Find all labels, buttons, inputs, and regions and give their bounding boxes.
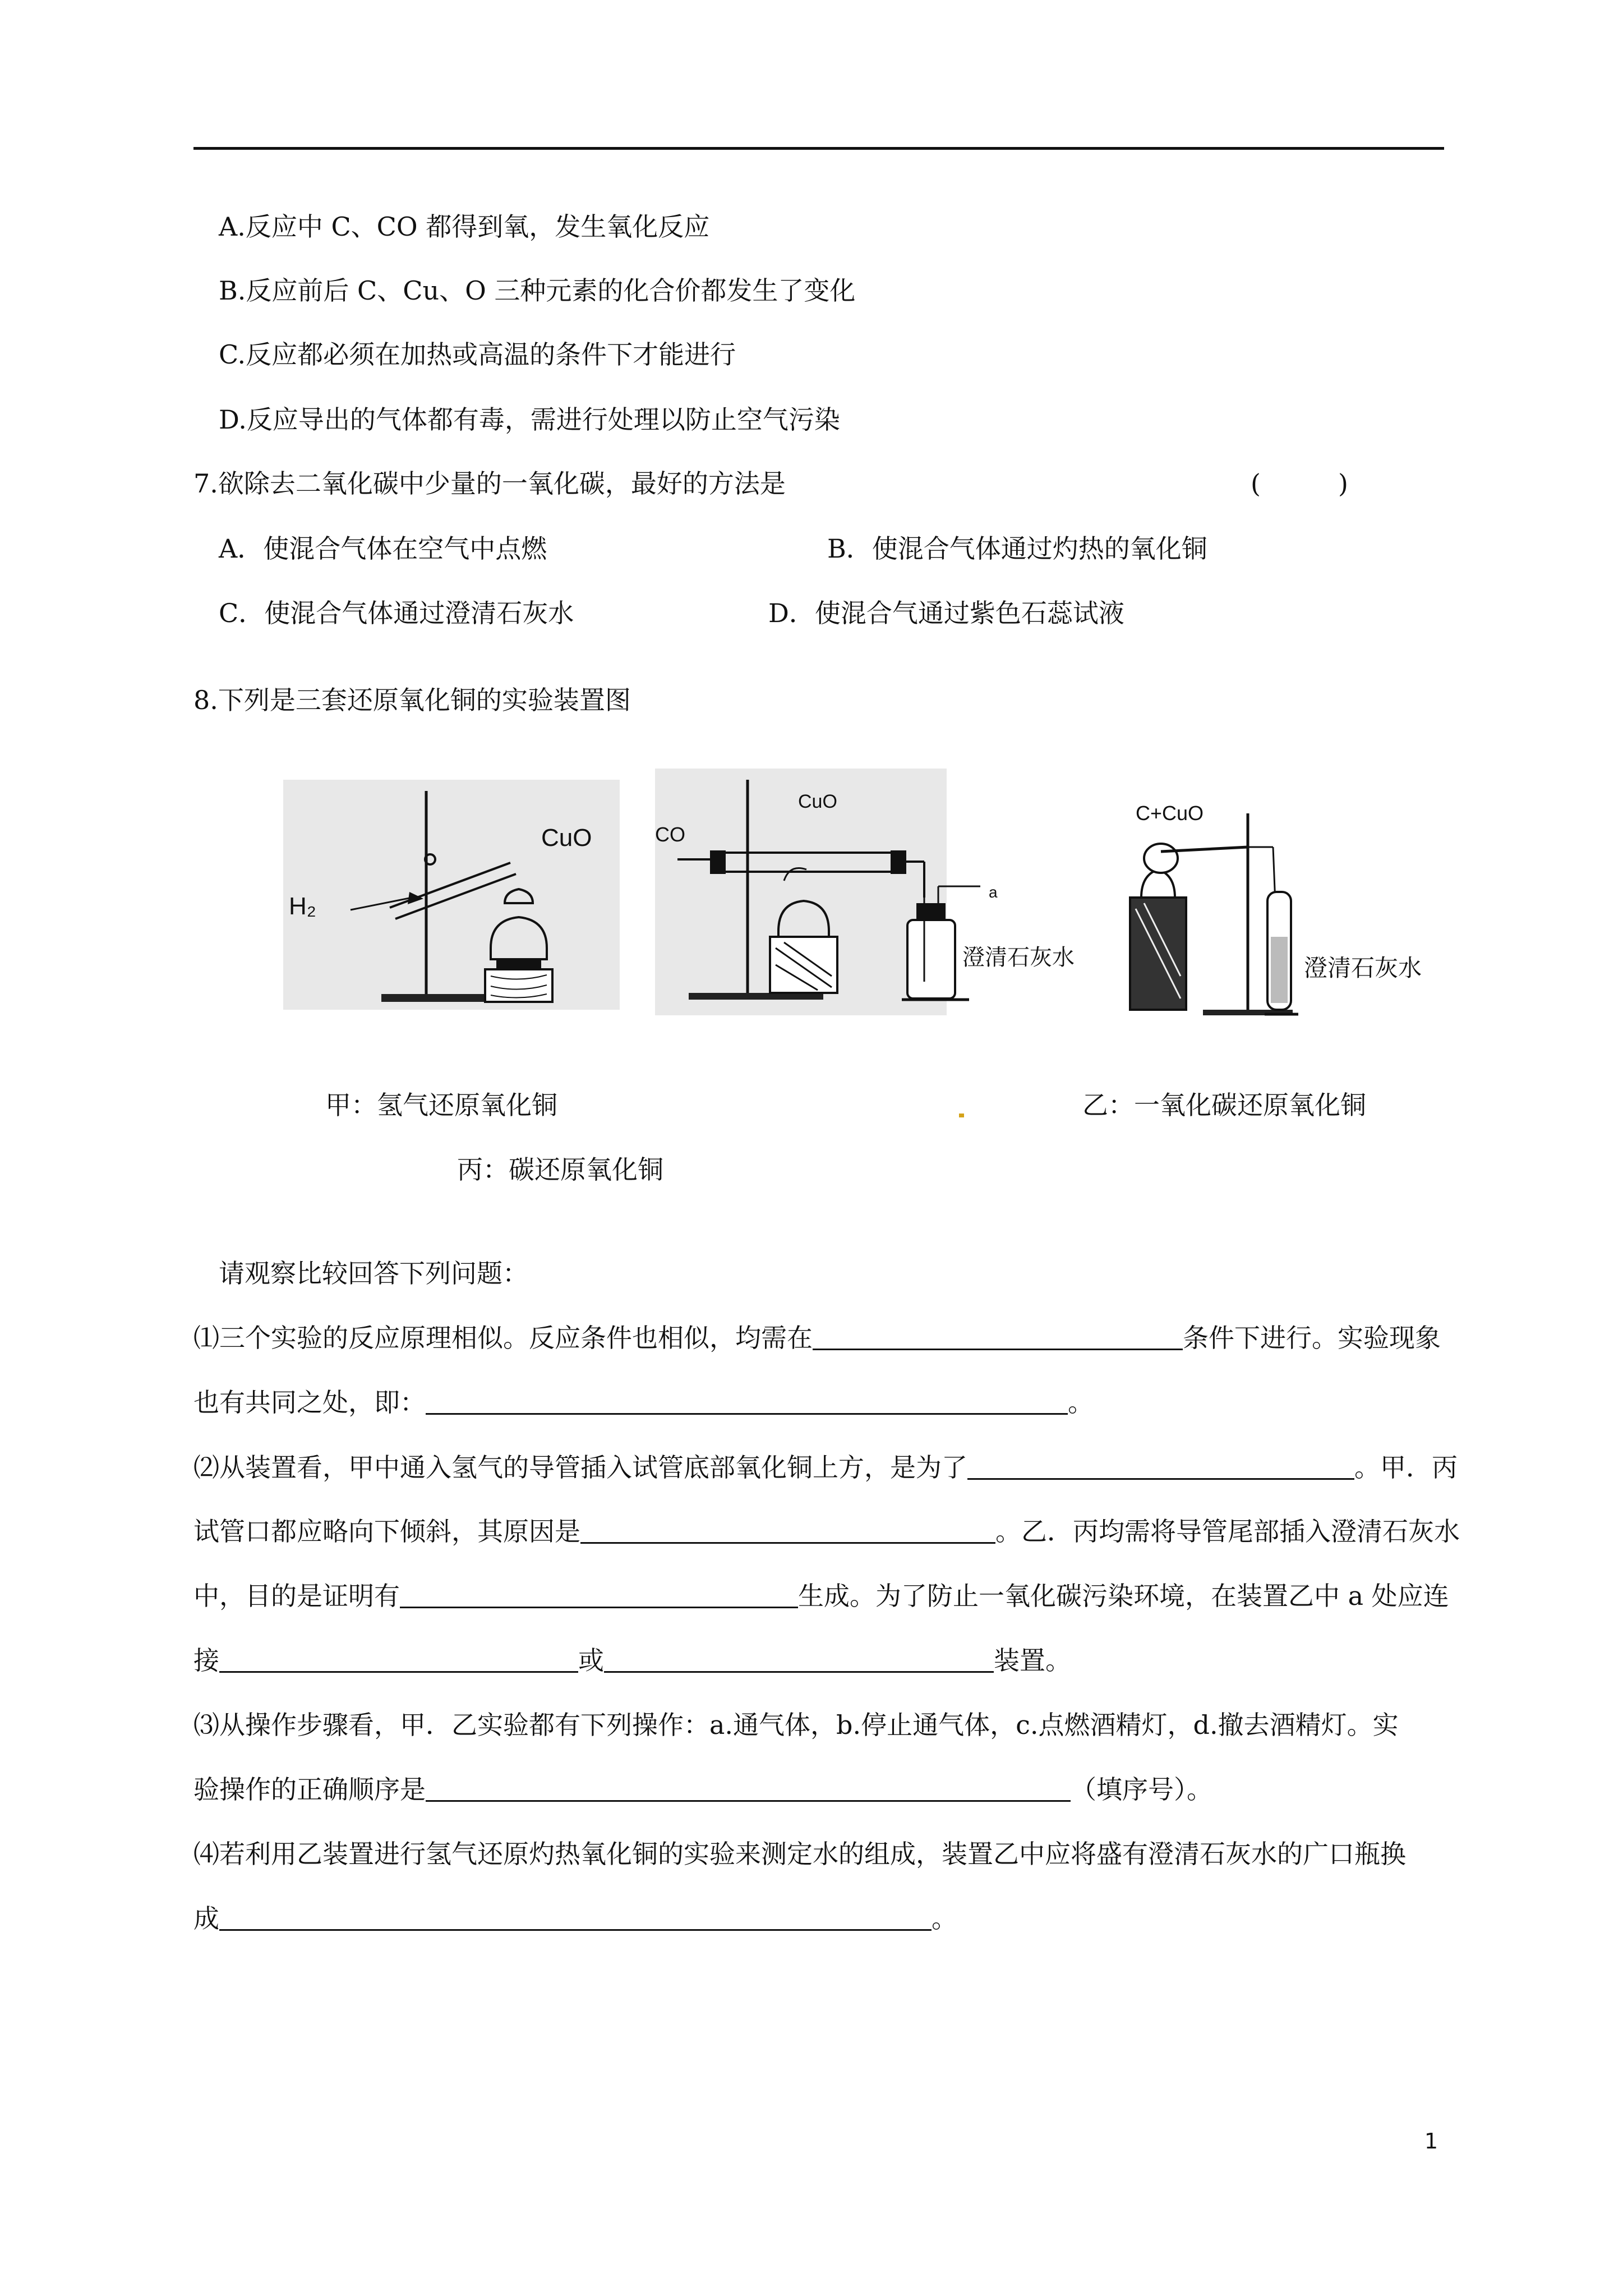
- answer-blank-4[interactable]: [580, 1515, 995, 1544]
- q6-option-a: A.反应中 C、CO 都得到氧，发生氧化反应: [219, 211, 710, 242]
- answer-blank-9[interactable]: [219, 1902, 932, 1931]
- stray-dot-mark: [959, 1114, 964, 1117]
- apparatus-hydrogen-svg: [283, 780, 620, 1015]
- q8-part1-line2: 也有共同之处，即： 。: [193, 1387, 1094, 1418]
- q6-option-c: C.反应都必须在加热或高温的条件下才能进行: [219, 339, 736, 370]
- q7-option-c: C．使混合气体通过澄清石灰水: [219, 598, 574, 628]
- q7-option-d: D．使混合气通过紫色石蕊试液: [768, 598, 1124, 628]
- q8-part2-line2: 试管口都应略向下倾斜，其原因是 。乙．丙均需将导管尾部插入澄清石灰水: [193, 1516, 1460, 1547]
- apparatus-carbon-monoxide-figure: [655, 769, 1075, 1021]
- answer-blank-5[interactable]: [400, 1580, 798, 1608]
- q8-part2-line4: 接 或 装置。: [193, 1645, 1071, 1676]
- q8-part1-line1: ⑴三个实验的反应原理相似。反应条件也相似，均需在 条件下进行。实验现象: [193, 1323, 1441, 1353]
- label-co: CO: [655, 823, 685, 846]
- answer-blank-7[interactable]: [604, 1644, 994, 1673]
- answer-blank-3[interactable]: [967, 1451, 1354, 1480]
- caption-bing: 丙：碳还原氧化铜: [457, 1154, 663, 1185]
- label-lime-water-2: 澄清石灰水: [962, 945, 1075, 970]
- answer-blank-8[interactable]: [426, 1773, 1071, 1802]
- q8-stem: 8.下列是三套还原氧化铜的实验装置图: [193, 685, 631, 715]
- q8-part4-line2: 成 。: [193, 1903, 957, 1934]
- q6-option-b: B.反应前后 C、Cu、O 三种元素的化合价都发生了变化: [219, 275, 856, 306]
- q8-part2-line1: ⑵从装置看，甲中通入氢气的导管插入试管底部氧化铜上方，是为了 。甲．丙: [193, 1452, 1458, 1483]
- q6-option-d: D.反应导出的气体都有毒，需进行处理以防止空气污染: [219, 404, 840, 435]
- q7-stem: 7.欲除去二氧化碳中少量的一氧化碳，最好的方法是: [193, 468, 786, 499]
- q8-part4-line1: ⑷若利用乙装置进行氢气还原灼热氧化铜的实验来测定水的组成，装置乙中应将盛有澄清石灰水的广口瓶换: [193, 1839, 1406, 1869]
- answer-blank-2[interactable]: [426, 1386, 1068, 1415]
- q8-part3-line2: 验操作的正确顺序是 （填序号）。: [193, 1774, 1212, 1805]
- q7-option-b: B．使混合气体通过灼热的氧化铜: [827, 533, 1207, 564]
- apparatus-carbon-svg: [1119, 797, 1500, 1021]
- apparatus-hydrogen-figure: [283, 780, 620, 1015]
- caption-yi: 乙：一氧化碳还原氧化铜: [1082, 1090, 1366, 1120]
- label-cuo-2: CuO: [798, 791, 837, 812]
- answer-blank-6[interactable]: [219, 1644, 578, 1673]
- q7-option-a: A．使混合气体在空气中点燃: [219, 533, 547, 564]
- header-rule: [193, 147, 1444, 150]
- apparatus-carbon-figure: [1119, 797, 1500, 1021]
- label-cuo-1: CuO: [541, 824, 592, 852]
- page-number: 1: [1424, 2129, 1438, 2154]
- label-h2: H₂: [289, 892, 316, 920]
- q7-answer-bracket: ( ): [1251, 468, 1348, 499]
- label-a: a: [989, 884, 998, 901]
- caption-jia: 甲：氢气还原氧化铜: [325, 1090, 557, 1120]
- q8-prompt: 请观察比较回答下列问题：: [219, 1258, 528, 1289]
- label-c-cuo: C+CuO: [1136, 802, 1204, 825]
- label-lime-water-3: 澄清石灰水: [1304, 954, 1422, 982]
- answer-blank-1[interactable]: [813, 1322, 1183, 1350]
- q8-part3-line1: ⑶从操作步骤看，甲．乙实验都有下列操作：a.通气体，b.停止通气体，c.点燃酒精灯，d.撤去酒精灯。实: [193, 1710, 1399, 1740]
- apparatus-carbon-monoxide-svg: [655, 769, 1075, 1021]
- q8-part2-line3: 中，目的是证明有 生成。为了防止一氧化碳污染环境，在装置乙中 a 处应连: [193, 1581, 1449, 1611]
